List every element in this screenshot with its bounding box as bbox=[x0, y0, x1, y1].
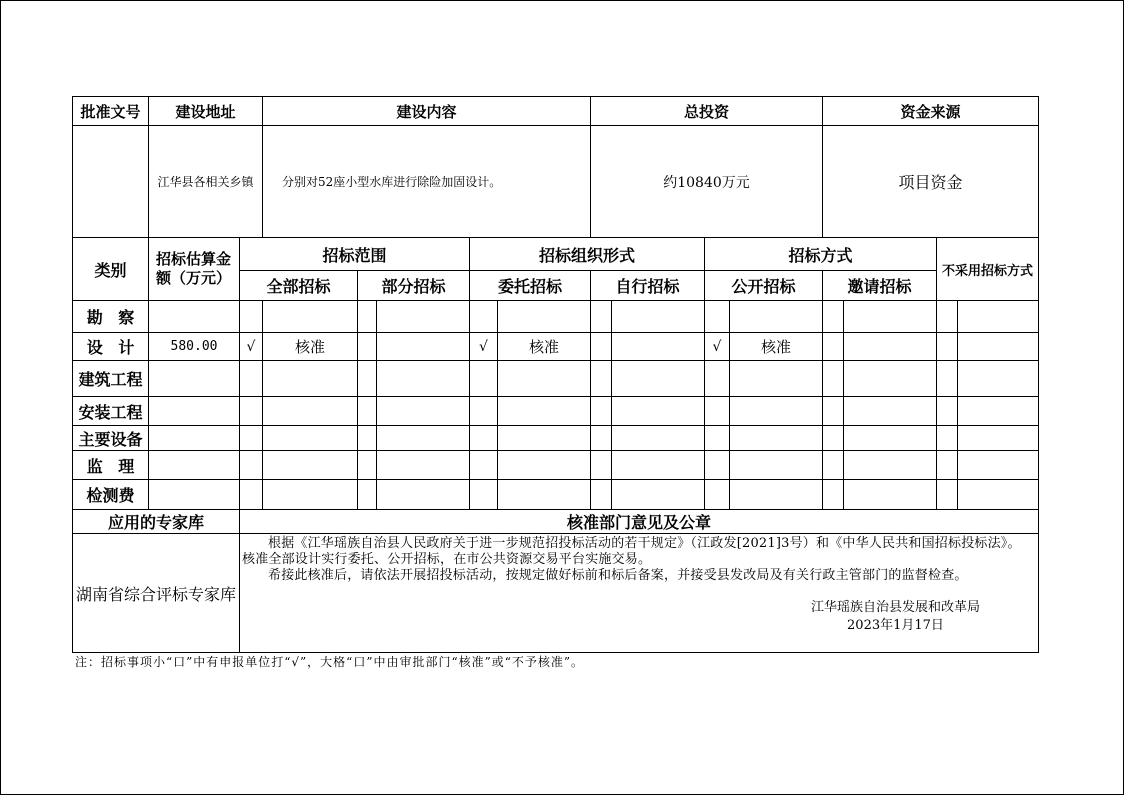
open-bidding-approval-box bbox=[730, 451, 823, 480]
opinion-body bbox=[240, 534, 1039, 653]
open-bidding-check-box bbox=[705, 301, 730, 333]
entrusted-bidding-check-box bbox=[470, 480, 498, 510]
invited-bidding-approval-box bbox=[844, 333, 937, 361]
approval-no-value bbox=[73, 126, 149, 238]
content-value: 分别对52座小型水库进行除险加固设计。 bbox=[263, 126, 591, 238]
estimate-amount: 580.00 bbox=[149, 333, 240, 361]
estimate-amount bbox=[149, 397, 240, 426]
self-bidding-check-box bbox=[591, 451, 612, 480]
self-bidding-check-box bbox=[591, 333, 612, 361]
no-bidding-check-box bbox=[937, 361, 958, 397]
full-bidding-check-box bbox=[240, 426, 263, 451]
no-bidding-check-box bbox=[937, 397, 958, 426]
category-label: 监 理 bbox=[73, 451, 149, 480]
full-bidding-approval-box bbox=[263, 301, 358, 333]
entrusted-bidding-approval-box bbox=[498, 480, 591, 510]
full-bidding-check-box: √ bbox=[240, 333, 263, 361]
invited-bidding-check-box bbox=[823, 451, 844, 480]
opinion-header: 核准部门意见及公章 bbox=[240, 510, 1039, 534]
no-bidding-check-box bbox=[937, 333, 958, 361]
open-bidding-approval-box bbox=[730, 361, 823, 397]
entrusted-bidding-approval-box bbox=[498, 451, 591, 480]
full-bidding-check-box bbox=[240, 361, 263, 397]
bidding-approval-table bbox=[72, 96, 1039, 653]
estimate-amount bbox=[149, 426, 240, 451]
category-label: 检测费 bbox=[73, 480, 149, 510]
full-bidding-approval-box bbox=[263, 426, 358, 451]
self-bidding-approval-box bbox=[612, 480, 705, 510]
signature-block bbox=[811, 600, 980, 634]
estimate-header bbox=[149, 238, 240, 301]
investment-header: 总投资 bbox=[591, 97, 823, 126]
entrusted-bidding-approval-box bbox=[498, 361, 591, 397]
full-bidding-approval-box bbox=[263, 397, 358, 426]
no-bidding-approval-box bbox=[958, 301, 1039, 333]
content-header: 建设内容 bbox=[263, 97, 591, 126]
partial-bidding-approval-box bbox=[377, 301, 470, 333]
partial-bidding-header: 部分招标 bbox=[358, 271, 470, 301]
partial-bidding-check-box bbox=[358, 301, 377, 333]
entrusted-bidding-approval-box bbox=[498, 301, 591, 333]
funding-header: 资金来源 bbox=[823, 97, 1039, 126]
opinion-paragraph: 希接此核准后，请依法开展招投标活动，按规定做好标前和标后备案，并接受县发改局及有关行政主管部门的监督检查。 bbox=[268, 568, 968, 583]
entrusted-bidding-check-box bbox=[470, 361, 498, 397]
entrusted-bidding-approval-box bbox=[498, 397, 591, 426]
no-bidding-check-box bbox=[937, 426, 958, 451]
full-bidding-approval-box bbox=[263, 451, 358, 480]
invited-bidding-check-box bbox=[823, 426, 844, 451]
full-bidding-approval-box: 核准 bbox=[263, 333, 358, 361]
partial-bidding-approval-box bbox=[377, 426, 470, 451]
approving-authority: 江华瑶族自治县发展和改革局 bbox=[810, 600, 980, 615]
invited-bidding-check-box bbox=[823, 361, 844, 397]
open-bidding-check-box bbox=[705, 480, 730, 510]
opinion-paragraph: 根据《江华瑶族自治县人民政府关于进一步规范招投标活动的若干规定》（江政发[2021]3号）和《中华人民共和国招标投标法》。 bbox=[268, 536, 1021, 551]
open-bidding-approval-box bbox=[730, 397, 823, 426]
open-bidding-approval-box: 核准 bbox=[730, 333, 823, 361]
footnote: 注：招标事项小“口”中有申报单位打“√”，大格“口”中由审批部门“核准”或“不予核准”。 bbox=[75, 655, 584, 669]
no-bidding-check-box bbox=[937, 301, 958, 333]
partial-bidding-check-box bbox=[358, 480, 377, 510]
method-header: 招标方式 bbox=[705, 238, 937, 271]
invited-bidding-approval-box bbox=[844, 397, 937, 426]
category-label: 勘 察 bbox=[73, 301, 149, 333]
category-label: 安装工程 bbox=[73, 397, 149, 426]
category-label: 设 计 bbox=[73, 333, 149, 361]
opinion-paragraph: 核准全部设计实行委托、公开招标，在市公共资源交易平台实施交易。 bbox=[242, 552, 652, 567]
open-bidding-approval-box bbox=[730, 480, 823, 510]
invited-bidding-header: 邀请招标 bbox=[823, 271, 937, 301]
partial-bidding-approval-box bbox=[377, 361, 470, 397]
partial-bidding-check-box bbox=[358, 397, 377, 426]
full-bidding-header: 全部招标 bbox=[240, 271, 358, 301]
estimate-amount bbox=[149, 361, 240, 397]
full-bidding-approval-box bbox=[263, 361, 358, 397]
open-bidding-check-box bbox=[705, 426, 730, 451]
full-bidding-check-box bbox=[240, 451, 263, 480]
estimate-amount bbox=[149, 451, 240, 480]
expert-pool-header: 应用的专家库 bbox=[73, 510, 240, 534]
open-bidding-check-box bbox=[705, 451, 730, 480]
entrusted-bidding-approval-box bbox=[498, 426, 591, 451]
open-bidding-approval-box bbox=[730, 301, 823, 333]
estimate-amount bbox=[149, 480, 240, 510]
invited-bidding-check-box bbox=[823, 480, 844, 510]
full-bidding-approval-box bbox=[263, 480, 358, 510]
partial-bidding-check-box bbox=[358, 451, 377, 480]
entrusted-bidding-check-box bbox=[470, 426, 498, 451]
self-bidding-approval-box bbox=[612, 426, 705, 451]
entrusted-bidding-check-box bbox=[470, 301, 498, 333]
self-bidding-check-box bbox=[591, 480, 612, 510]
partial-bidding-check-box bbox=[358, 333, 377, 361]
invited-bidding-approval-box bbox=[844, 361, 937, 397]
entrusted-bidding-check-box bbox=[470, 397, 498, 426]
approval-date: 2023年1月17日 bbox=[847, 618, 944, 633]
open-bidding-check-box: √ bbox=[705, 333, 730, 361]
partial-bidding-approval-box bbox=[377, 480, 470, 510]
entrusted-bidding-header: 委托招标 bbox=[470, 271, 591, 301]
invited-bidding-approval-box bbox=[844, 480, 937, 510]
open-bidding-check-box bbox=[705, 397, 730, 426]
full-bidding-check-box bbox=[240, 480, 263, 510]
invited-bidding-approval-box bbox=[844, 426, 937, 451]
organization-header: 招标组织形式 bbox=[470, 238, 705, 271]
partial-bidding-approval-box bbox=[377, 397, 470, 426]
self-bidding-check-box bbox=[591, 397, 612, 426]
invited-bidding-approval-box bbox=[844, 301, 937, 333]
entrusted-bidding-check-box bbox=[470, 451, 498, 480]
full-bidding-check-box bbox=[240, 397, 263, 426]
funding-value: 项目资金 bbox=[823, 126, 1039, 238]
invited-bidding-check-box bbox=[823, 333, 844, 361]
no-bidding-header: 不采用招标方式 bbox=[937, 238, 1039, 301]
no-bidding-check-box bbox=[937, 480, 958, 510]
entrusted-bidding-approval-box: 核准 bbox=[498, 333, 591, 361]
investment-value: 约10840万元 bbox=[591, 126, 823, 238]
category-label: 建筑工程 bbox=[73, 361, 149, 397]
no-bidding-approval-box bbox=[958, 451, 1039, 480]
no-bidding-approval-box bbox=[958, 333, 1039, 361]
self-bidding-header: 自行招标 bbox=[591, 271, 705, 301]
estimate-header-label: 招标估算金额（万元） bbox=[156, 250, 232, 287]
self-bidding-approval-box bbox=[612, 333, 705, 361]
no-bidding-approval-box bbox=[958, 397, 1039, 426]
no-bidding-approval-box bbox=[958, 426, 1039, 451]
self-bidding-check-box bbox=[591, 426, 612, 451]
self-bidding-approval-box bbox=[612, 361, 705, 397]
self-bidding-approval-box bbox=[612, 451, 705, 480]
self-bidding-approval-box bbox=[612, 397, 705, 426]
partial-bidding-approval-box bbox=[377, 333, 470, 361]
category-header: 类别 bbox=[73, 238, 149, 301]
no-bidding-approval-box bbox=[958, 480, 1039, 510]
open-bidding-approval-box bbox=[730, 426, 823, 451]
approval-no-header: 批准文号 bbox=[73, 97, 149, 126]
category-label: 主要设备 bbox=[73, 426, 149, 451]
open-bidding-header: 公开招标 bbox=[705, 271, 823, 301]
open-bidding-check-box bbox=[705, 361, 730, 397]
self-bidding-check-box bbox=[591, 301, 612, 333]
self-bidding-approval-box bbox=[612, 301, 705, 333]
invited-bidding-check-box bbox=[823, 301, 844, 333]
no-bidding-approval-box bbox=[958, 361, 1039, 397]
scope-header: 招标范围 bbox=[240, 238, 470, 271]
full-bidding-check-box bbox=[240, 301, 263, 333]
estimate-amount bbox=[149, 301, 240, 333]
partial-bidding-check-box bbox=[358, 361, 377, 397]
partial-bidding-approval-box bbox=[377, 451, 470, 480]
self-bidding-check-box bbox=[591, 361, 612, 397]
address-header: 建设地址 bbox=[149, 97, 263, 126]
entrusted-bidding-check-box: √ bbox=[470, 333, 498, 361]
invited-bidding-approval-box bbox=[844, 451, 937, 480]
expert-pool-value: 湖南省综合评标专家库 bbox=[73, 534, 240, 653]
address-value: 江华县各相关乡镇 bbox=[149, 126, 263, 238]
invited-bidding-check-box bbox=[823, 397, 844, 426]
no-bidding-check-box bbox=[937, 451, 958, 480]
partial-bidding-check-box bbox=[358, 426, 377, 451]
